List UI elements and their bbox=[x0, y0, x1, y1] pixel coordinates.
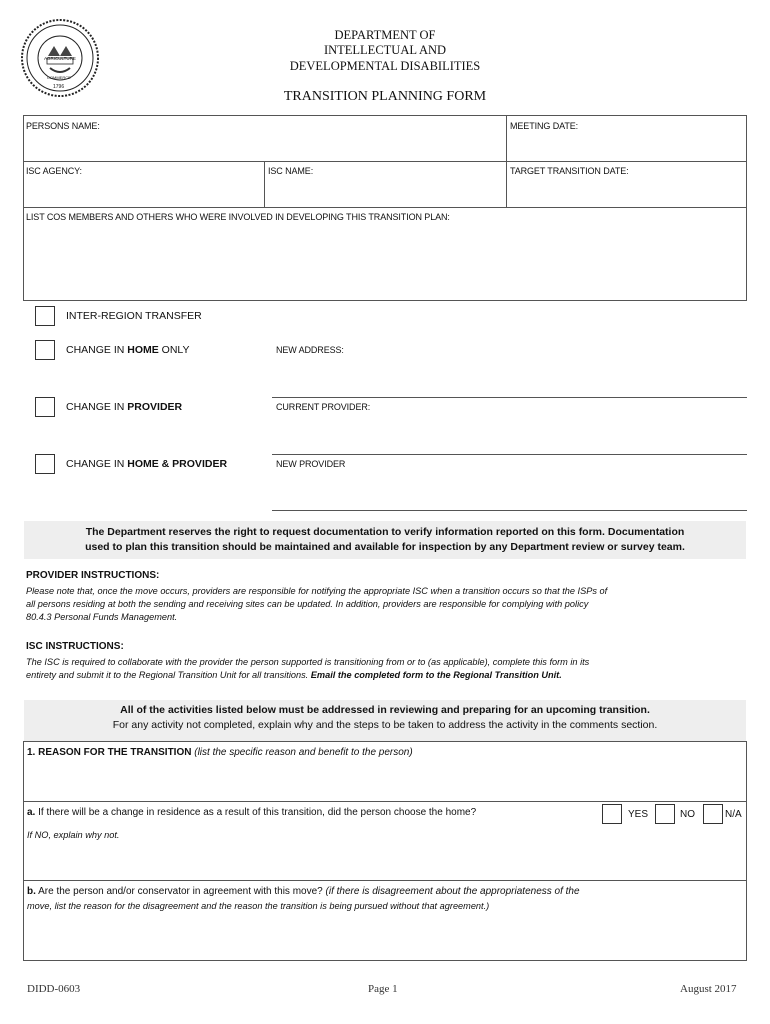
isc-instructions-body bbox=[26, 656, 750, 682]
activities-line2: For any activity not completed, explain why and the steps to be taken to address the activity in the comments section. bbox=[112, 719, 658, 731]
seal-agriculture: AGRICULTURE bbox=[44, 56, 76, 61]
inter-region-checkbox[interactable] bbox=[35, 306, 55, 326]
home-provider-checkbox[interactable] bbox=[35, 454, 55, 474]
question-a bbox=[27, 807, 476, 818]
cos-members-field[interactable]: LIST COS MEMBERS AND OTHERS WHO WERE INVOLVED IN DEVELOPING THIS TRANSITION PLAN: bbox=[26, 212, 450, 222]
department-line3: DEVELOPMENTAL DISABILITIES bbox=[289, 59, 481, 73]
form-title: TRANSITION PLANNING FORM bbox=[283, 89, 487, 104]
home-only-label bbox=[66, 344, 190, 356]
provider-line2: all persons residing at both the sending and receiving sites can be updated. In addition, providers are responsible for complying with policy bbox=[26, 599, 589, 609]
qb-letter: b. bbox=[27, 886, 36, 897]
persons-name-field[interactable]: PERSONS NAME: bbox=[26, 121, 100, 131]
department-notice bbox=[24, 521, 746, 559]
isc-agency-field[interactable]: ISC AGENCY: bbox=[26, 166, 82, 176]
state-seal bbox=[20, 18, 100, 98]
provider-instructions-body bbox=[26, 585, 750, 624]
qb-text: Are the person and/or conservator in agreement with this move? bbox=[38, 886, 323, 897]
isc-line1: The ISC is required to collaborate with the provider the person supported is transitioning from or to (as applicable), complete this form in its bbox=[26, 657, 590, 667]
home-only-checkbox[interactable] bbox=[35, 340, 55, 360]
new-provider-label: NEW PROVIDER bbox=[276, 459, 346, 469]
q1-answer-area[interactable] bbox=[26, 765, 744, 799]
provider-bold: PROVIDER bbox=[127, 401, 183, 413]
provider-line1: Please note that, once the move occurs, providers are responsible for notifying the appropriate ISC when a transition occurs so that the ISPs of bbox=[26, 586, 608, 596]
yes-checkbox[interactable] bbox=[602, 804, 622, 824]
isc-name-field[interactable]: ISC NAME: bbox=[268, 166, 314, 176]
department-line1: DEPARTMENT OF bbox=[334, 28, 436, 42]
change-in-text: CHANGE IN bbox=[66, 458, 128, 470]
question-1 bbox=[27, 747, 413, 758]
isc-instructions-title: ISC INSTRUCTIONS: bbox=[26, 641, 124, 652]
row-divider bbox=[23, 880, 747, 881]
seal-year: 1796 bbox=[53, 84, 65, 90]
isc-line2: entirety and submit it to the Regional Transition Unit for all transitions. bbox=[26, 670, 309, 680]
col-divider bbox=[264, 161, 265, 207]
info-table bbox=[23, 115, 747, 301]
page-number: Page 1 bbox=[368, 983, 398, 995]
provider-checkbox[interactable] bbox=[35, 397, 55, 417]
no-label: NO bbox=[680, 809, 695, 820]
new-address-line[interactable] bbox=[272, 397, 747, 398]
activities-line1: All of the activities listed below must be addressed in reviewing and preparing for an upcoming transition. bbox=[120, 704, 650, 716]
row-divider bbox=[23, 801, 747, 802]
home-bold: HOME bbox=[127, 344, 159, 356]
provider-label bbox=[66, 401, 182, 413]
yes-label: YES bbox=[628, 809, 649, 820]
isc-email-instruction: Email the completed form to the Regional Transition Unit. bbox=[310, 670, 562, 680]
notice-line1: The Department reserves the right to request documentation to verify information reported on this form. Documentation bbox=[85, 526, 685, 538]
qa-followup: If NO, explain why not. bbox=[27, 830, 120, 840]
na-label: N/A bbox=[725, 809, 742, 820]
qa-text: If there will be a change in residence as a result of this transition, did the person choose the home? bbox=[38, 807, 477, 818]
provider-instructions-title: PROVIDER INSTRUCTIONS: bbox=[26, 570, 160, 581]
row-divider bbox=[23, 161, 747, 162]
question-b bbox=[27, 886, 745, 897]
notice-line2: used to plan this transition should be maintained and available for inspection by any Department review or survey team. bbox=[85, 541, 685, 553]
only-text: ONLY bbox=[158, 344, 190, 356]
qb-hint2: move, list the reason for the disagreement and the reason the transition is being pursued without that agreement.) bbox=[27, 901, 490, 911]
qa-letter: a. bbox=[27, 807, 36, 818]
home-provider-bold: HOME & PROVIDER bbox=[127, 458, 228, 470]
na-checkbox[interactable] bbox=[703, 804, 723, 824]
change-in-text: CHANGE IN bbox=[66, 401, 128, 413]
inter-region-label: INTER-REGION TRANSFER bbox=[66, 310, 202, 322]
activities-banner bbox=[24, 700, 746, 742]
department-line2: INTELLECTUAL AND bbox=[323, 43, 447, 57]
row-divider bbox=[23, 207, 747, 208]
qb-hint1: (if there is disagreement about the appropriateness of the bbox=[325, 886, 580, 897]
form-date: August 2017 bbox=[680, 983, 737, 995]
target-transition-date-field[interactable]: TARGET TRANSITION DATE: bbox=[510, 166, 629, 176]
qa-answer-area[interactable] bbox=[26, 845, 744, 877]
q1-title: 1. REASON FOR THE TRANSITION bbox=[27, 747, 192, 758]
change-in-text: CHANGE IN bbox=[66, 344, 128, 356]
new-address-label: NEW ADDRESS: bbox=[276, 345, 344, 355]
new-provider-line[interactable] bbox=[272, 510, 747, 511]
q1-hint: (list the specific reason and benefit to the person) bbox=[194, 747, 413, 758]
current-provider-label: CURRENT PROVIDER: bbox=[276, 402, 371, 412]
provider-line3: 80.4.3 Personal Funds Management. bbox=[26, 612, 178, 622]
form-id: DIDD-0603 bbox=[27, 983, 81, 995]
current-provider-line[interactable] bbox=[272, 454, 747, 455]
qb-answer-area[interactable] bbox=[26, 916, 744, 958]
no-checkbox[interactable] bbox=[655, 804, 675, 824]
home-provider-label bbox=[66, 458, 227, 470]
col-divider bbox=[506, 115, 507, 207]
seal-commerce: COMMERCE bbox=[47, 75, 71, 80]
meeting-date-field[interactable]: MEETING DATE: bbox=[510, 121, 579, 131]
